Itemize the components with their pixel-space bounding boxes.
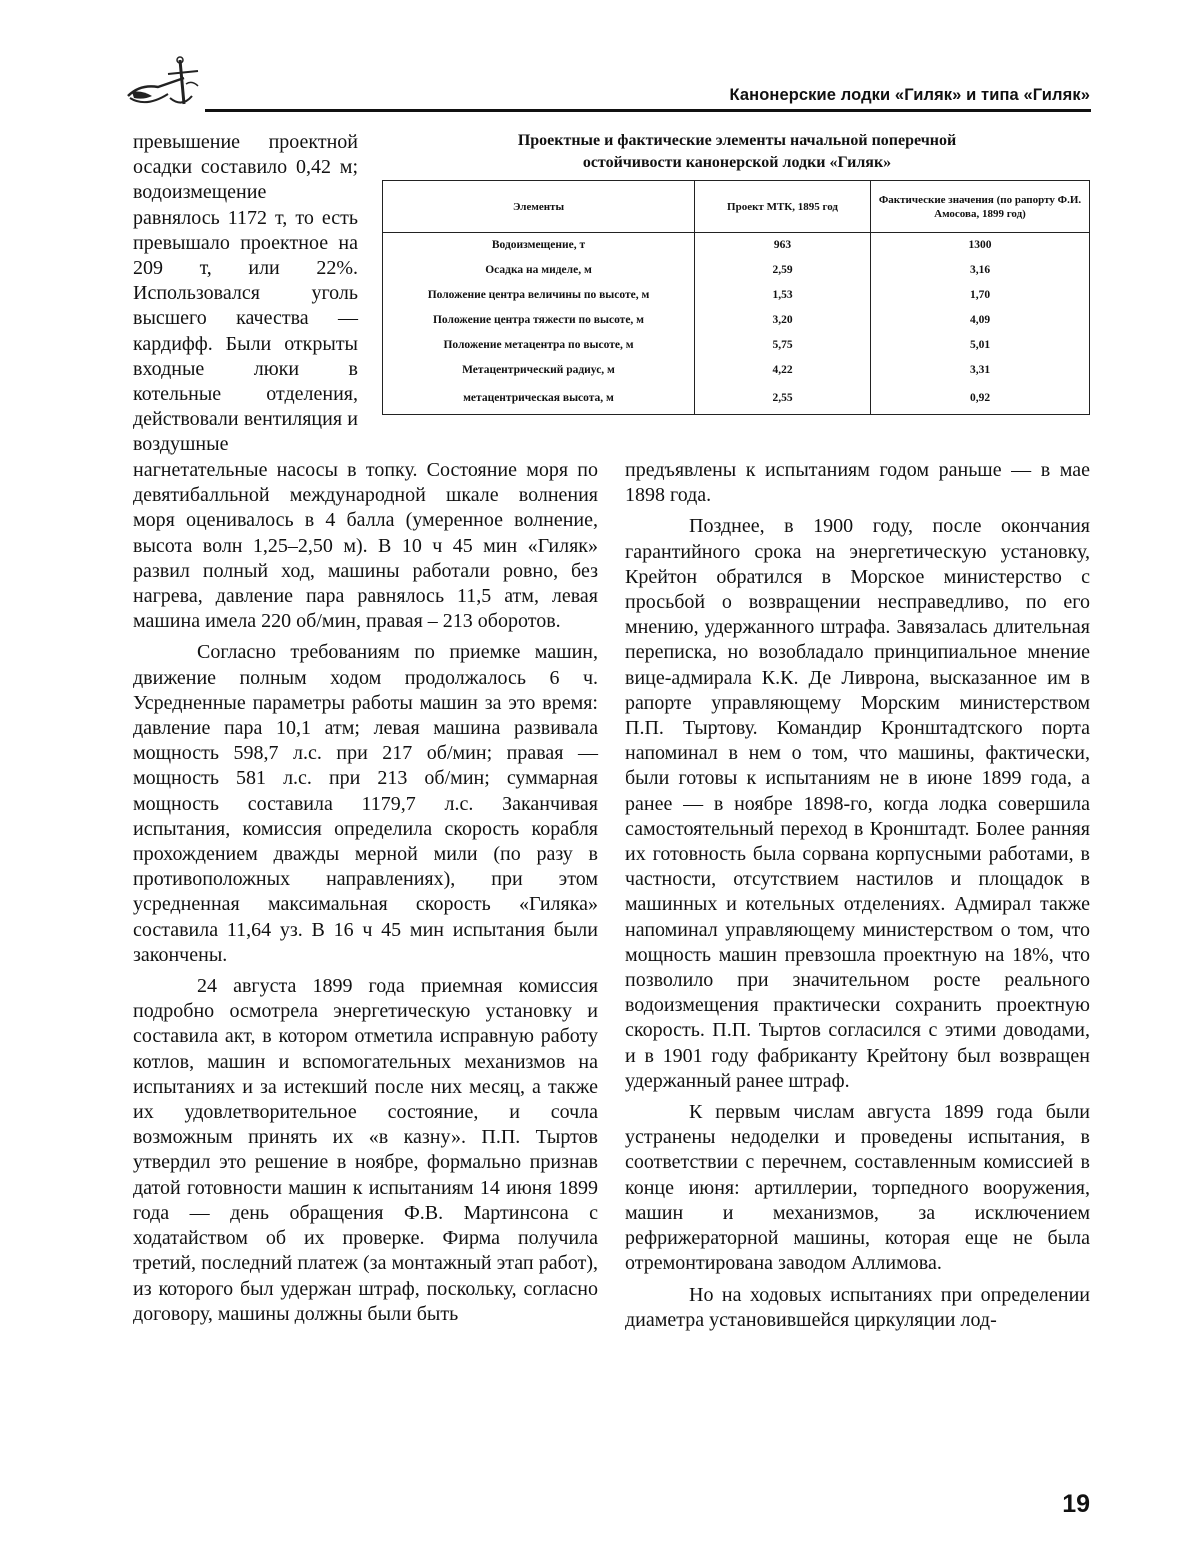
table-cell-name: Положение центра тяжести по высоте, м bbox=[432, 314, 645, 326]
table-cell-name: Водоизмещение, т bbox=[491, 239, 586, 252]
table-cell-name: Положение метацентра по высоте, м bbox=[443, 339, 634, 351]
paragraph: Согласно требованиям по приемке машин, движение полным ходом продолжалось 6 ч. Усредненные параметры работы машин за это время: давление пара 10,1 атм; левая машина развивала мощность 598,7 л.с. при 217 об/мин; правая — мощность 581 л.с. при 213 об/мин; суммарная мощность составила 1179,7 л.с. Заканчивая испытания, комиссия определила скорость корабля прохождением дважды мерной мили (по разу в противоположных направлениях), при этом усредненная максимальная скорость «Гиляка» составила 11,64 уз. В 16 ч 45 мин испытания были закончены. bbox=[133, 641, 598, 966]
table-cell-actual: 4,09 bbox=[871, 308, 1090, 333]
table-row bbox=[383, 258, 1090, 283]
table-header-actual: Фактические значения (по рапорту Ф.И. Амосова, 1899 год) bbox=[871, 181, 1090, 233]
table-cell-project: 963 bbox=[695, 233, 871, 258]
stability-table bbox=[382, 180, 1090, 415]
table-cell-project: 2,55 bbox=[695, 383, 871, 415]
table-cell-actual: 3,16 bbox=[871, 258, 1090, 283]
paragraph: предъявлены к испытаниям годом раньше — в мае 1898 года. bbox=[625, 459, 1090, 507]
table-cell-project: 4,22 bbox=[695, 358, 871, 383]
table-row bbox=[383, 233, 1090, 258]
table-row bbox=[383, 383, 1090, 415]
table-header-project: Проект МТК, 1895 год bbox=[695, 181, 871, 233]
table-cell-name: Осадка на миделе, м bbox=[485, 264, 592, 276]
table-cell-name: Метацентрический радиус, м bbox=[462, 364, 615, 376]
table-title bbox=[382, 130, 1092, 174]
table-title-line-1: Проектные и фактические элементы начальной поперечной bbox=[517, 132, 957, 149]
table-cell-actual: 0,92 bbox=[871, 383, 1090, 415]
table-row bbox=[383, 283, 1090, 308]
paragraph: К первым числам августа 1899 года были устранены недоделки и проведены испытания, в соответствии с перечнем, составленным комиссией в конце июня: артиллерии, торпедного вооружения, машин и механизмов, за исключением рефрижераторной машины, которая еще не была отремонтирована заводом Аллимова. bbox=[625, 1101, 1090, 1275]
paragraph: Но на ходовых испытаниях при определении диаметра установившейся циркуляции лод- bbox=[625, 1283, 1090, 1331]
table-cell-actual: 3,31 bbox=[871, 358, 1090, 383]
table-cell-project: 2,59 bbox=[695, 258, 871, 283]
table-cell-actual: 1300 bbox=[871, 233, 1090, 258]
table-cell-name: Положение центра величины по высоте, м bbox=[427, 289, 650, 301]
paragraph: 24 августа 1899 года приемная комиссия подробно осмотрела энергетическую установку и составила акт, в котором отметила исправную работу котлов, машин и вспомогательных механизмов на испытаниях и за истекший после них месяц, а также их удовлетворительное состояние, и сочла возможным принять их «в казну». П.П. Тыртов утвердил это решение в ноябре, формально признав датой готовности машин к испытаниям 14 июня 1899 года — день обращения Ф.В. Мартинсона с ходатайством об их проверке. Фирма получила третий, последний платеж (за монтажный этап работ), из которого был удержан штраф, поскольку, согласно договору, машины должны были быть bbox=[133, 975, 598, 1325]
table-cell-actual: 1,70 bbox=[871, 283, 1090, 308]
table-title-line-2: остойчивости канонерской лодки «Гиляк» bbox=[582, 154, 892, 171]
paragraph: нагнетательные насосы в топку. Состояние моря по девятибалльной международной шкале волнения моря оценивалось в 4 балла (умеренное волнение, высота волн 1,25–2,50 м). В 10 ч 45 мин «Гиляк» развил полный ход, машины работали ровно, без нагрева, давление пара равнялось 11,5 атм, левая машина имела 220 об/мин, правая – 213 оборотов. bbox=[133, 459, 598, 633]
narrow-column-text: превышение проектной осадки составило 0,42 м; водоизмещение равнялось 1172 т, то есть превышало проектное на 209 т, или 22%. Использовался уголь высшего качества — кардифф. Были открыты входные люки в котельные отделения, действовали вентиляция и воздушные bbox=[133, 131, 358, 456]
table-cell-actual: 5,01 bbox=[871, 333, 1090, 358]
header-rule bbox=[205, 109, 1091, 112]
table-row bbox=[383, 358, 1090, 383]
table-row bbox=[383, 333, 1090, 358]
table-cell-name: метацентрическая высота, м bbox=[463, 392, 614, 405]
left-column bbox=[133, 458, 598, 1327]
anchor-ship-logo-icon bbox=[122, 54, 202, 109]
table-row bbox=[383, 308, 1090, 333]
paragraph: Позднее, в 1900 году, после окончания гарантийного срока на энергетическую установку, Крейтон обратился в Морское министерство с просьбой о возвращении несправедливо, по его мнению, удержанного штрафа. Завязалась длительная переписка, но возобладало принципиальное мнение вице-адмирала К.К. Де Ливрона, высказанное им в рапорте управляющему Морским министерством П.П. Тыртову. Командир Кронштадтского порта напоминал в нем о том, что машины, фактически, были готовы к испытаниям не в июне 1899 года, а ранее — в ноябре 1898-го, когда лодка совершила самостоятельный переход в Кронштадт. Более ранняя их готовность была сорвана корпусными работами, в частности, отсутствием настилов и площадок в машинных и котельных отделениях. Адмирал также напоминал управляющему министерством о том, что мощность машин превзошла проектную на 18%, что позволило при значительном росте реального водоизмещения практически сохранить проектную скорость. П.П. Тыртов согласился с этими доводами, и в 1901 году фабриканту Крейтону был возвращен удержанный ранее штраф. bbox=[625, 515, 1090, 1092]
table-cell-project: 5,75 bbox=[695, 333, 871, 358]
table-header-elements: Элементы bbox=[383, 181, 695, 233]
table-cell-project: 1,53 bbox=[695, 283, 871, 308]
running-title: Канонерские лодки «Гиляк» и типа «Гиляк» bbox=[729, 86, 1090, 104]
right-column bbox=[625, 458, 1090, 1333]
table-cell-project: 3,20 bbox=[695, 308, 871, 333]
page-number: 19 bbox=[1062, 1490, 1090, 1518]
